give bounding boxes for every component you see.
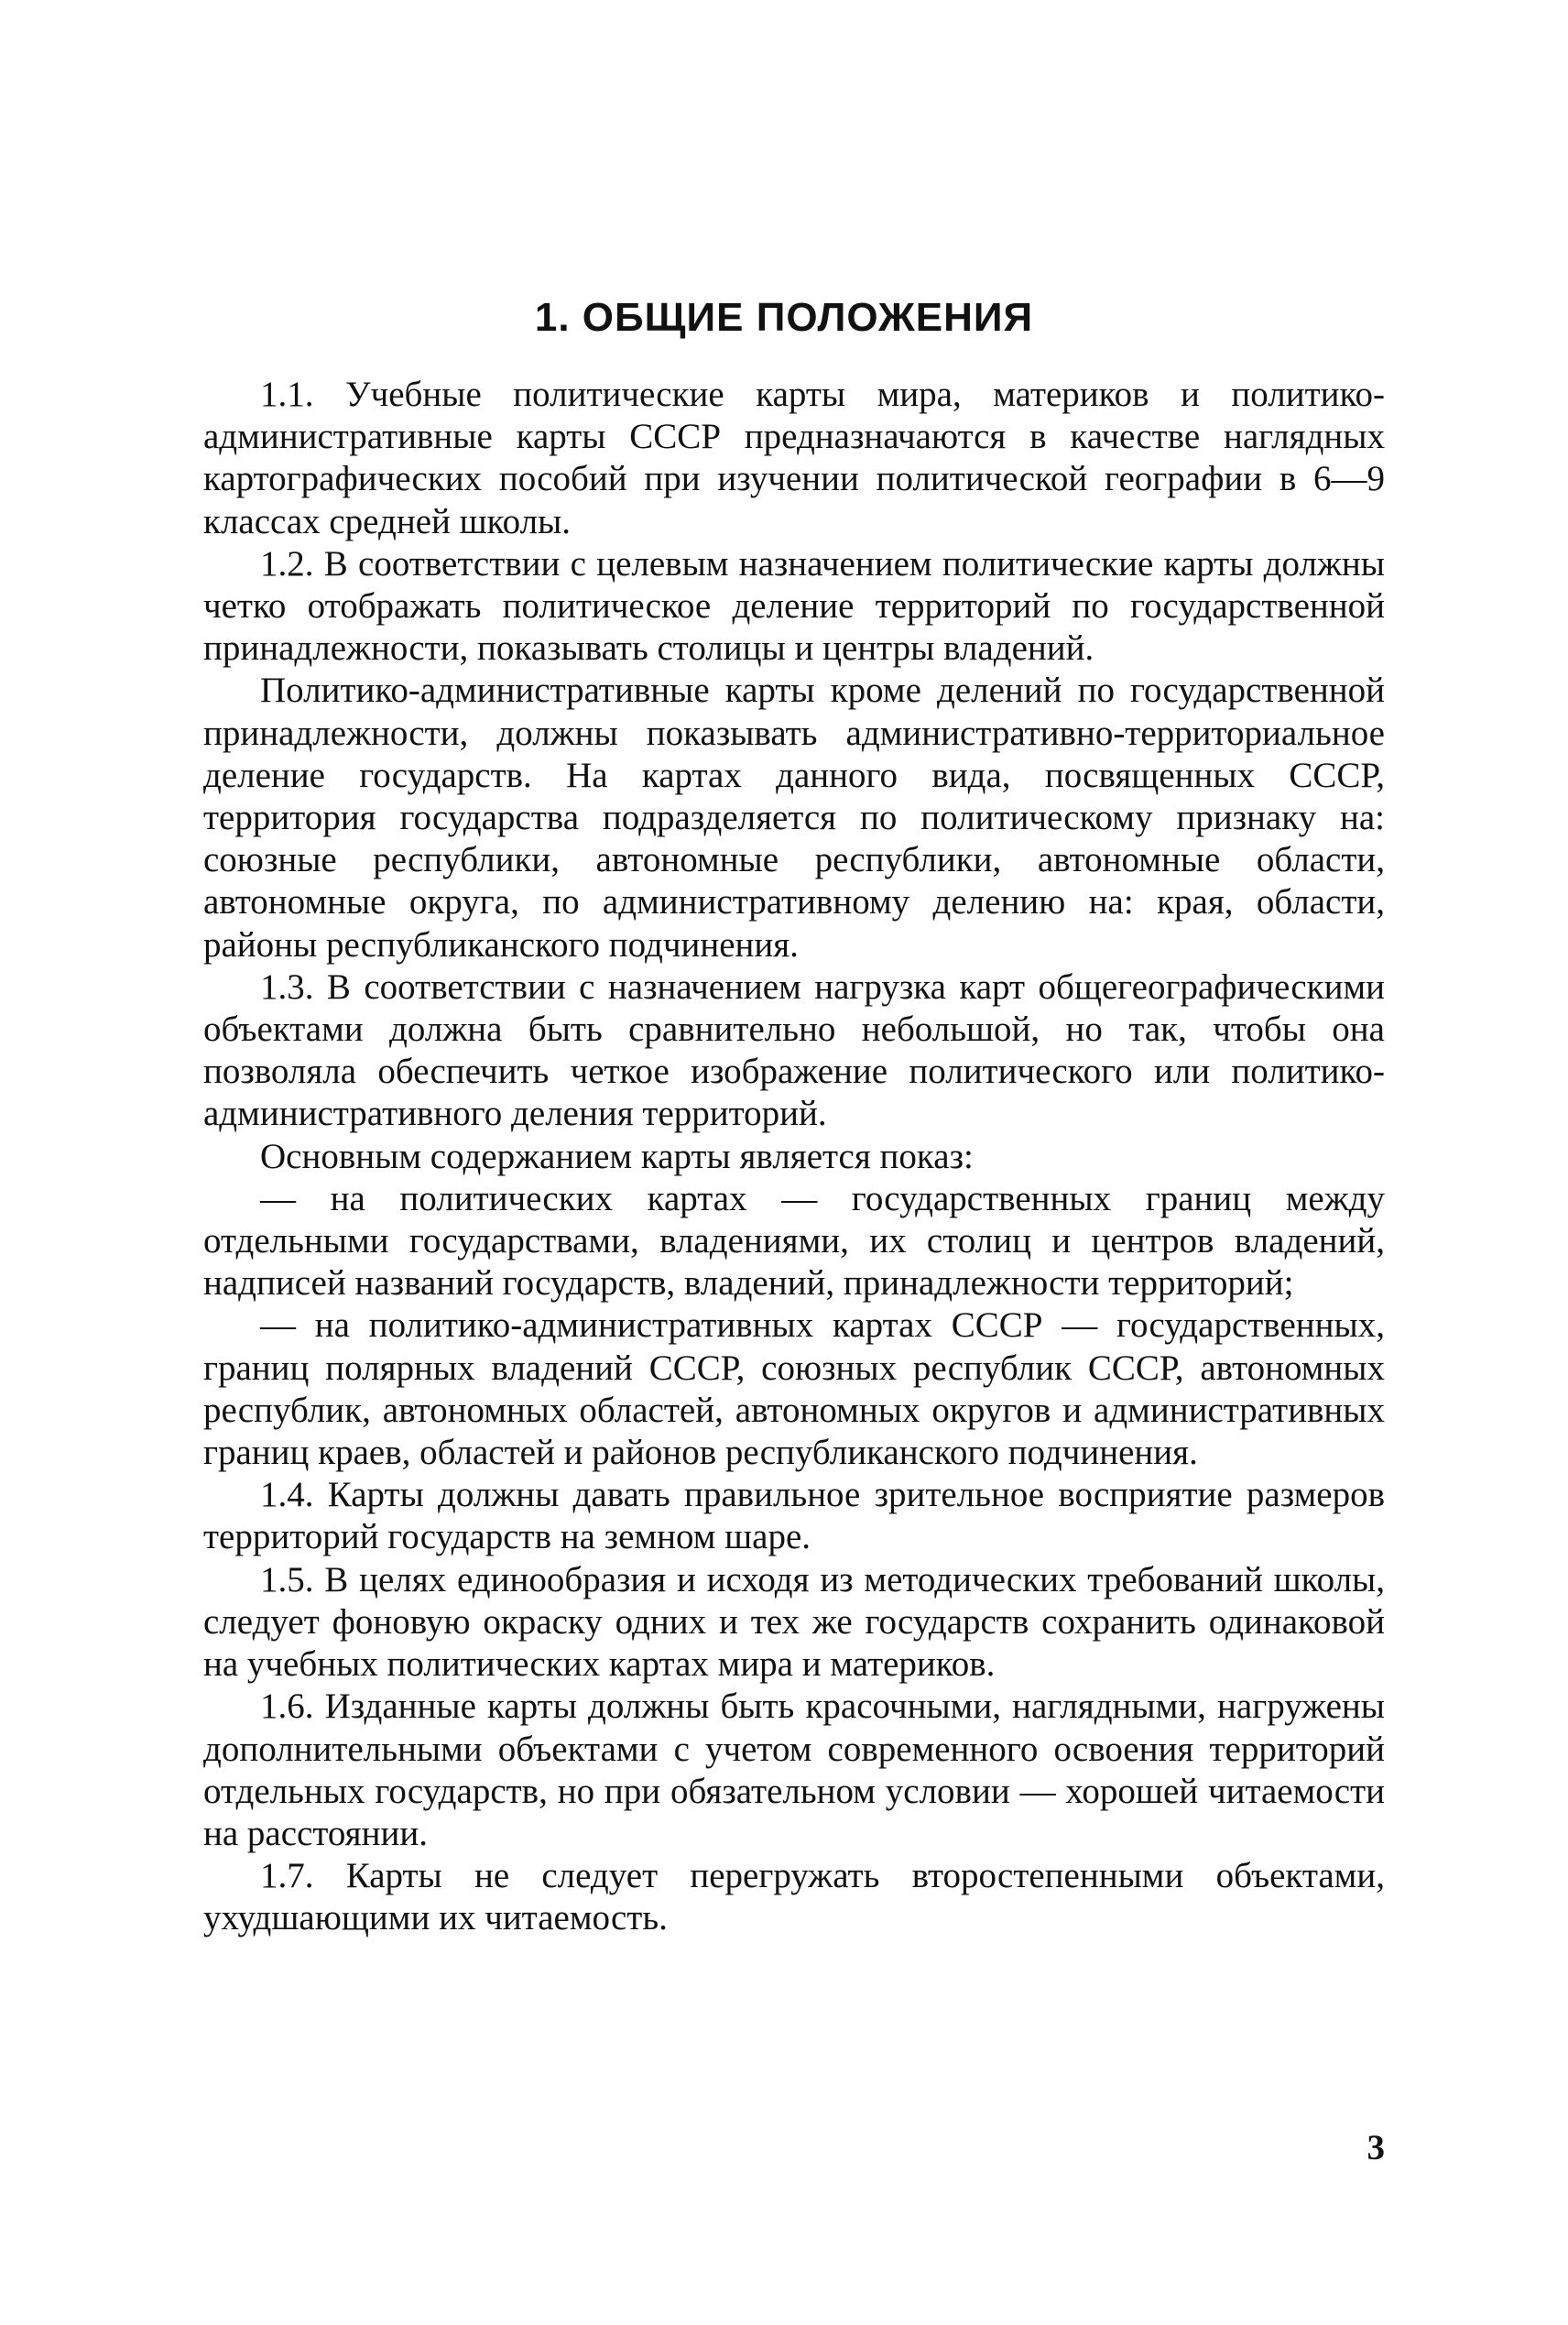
section-title: 1. ОБЩИЕ ПОЛОЖЕНИЯ — [534, 295, 1034, 340]
paragraph-1-7: 1.7. Карты не следует перегружать второстепенными объектами, ухудшающими их читаемость. — [203, 1856, 1385, 1938]
paragraph-1-3: 1.3. В соответствии с назначением нагрузка карт общегеографическими объектами должна быть сравнительно небольшой, но так, чтобы она позволяла обеспечить четкое изображение политического или политико-административного деления территорий. — [203, 966, 1385, 1134]
page-number: 3 — [1367, 2128, 1385, 2167]
paragraph-1-5: 1.5. В целях единообразия и исходя из методических требований школы, следует фоновую окраску одних и тех же государств сохранить одинаковой на учебных политических картах мира и материков. — [203, 1559, 1385, 1685]
paragraph-main-content: Основным содержанием карты является показ: — [260, 1136, 974, 1176]
paragraph-political-maps-item: — на политических картах — государственных границ между отдельными государствами, владениями, их столиц и центров владений, надписей названий государств, владений, принадлежности территорий; — [203, 1178, 1385, 1304]
paragraph-administrative-maps-item: — на политико-административных картах СССР — государственных, границ полярных владений СССР, союзных республик СССР, автономных республик, автономных областей, автономных округов и административных границ краев, областей и районов республиканского подчинения. — [203, 1305, 1385, 1473]
paragraph-1-1: 1.1. Учебные политические карты мира, материков и политико-административные карты СССР предназначаются в качестве наглядных картографических пособий при изучении политической географии в 6—9 классах средней школы. — [203, 375, 1385, 541]
paragraph-1-2: 1.2. В соответствии с целевым назначением политические карты должны четко отображать политическое деление территорий по государственной принадлежности, показывать столицы и центры владений. — [203, 543, 1385, 669]
paragraph-1-6: 1.6. Изданные карты должны быть красочными, наглядными, нагружены дополнительными объектами с учетом современного освоения территорий отдельных государств, но при обязательном условии — хорошей читаемости на расстоянии. — [203, 1686, 1385, 1853]
paragraph-1-4: 1.4. Карты должны давать правильное зрительное восприятие размеров территорий государств на земном шаре. — [203, 1475, 1385, 1557]
body-text — [203, 374, 1385, 1940]
paragraph-administrative-maps: Политико-административные карты кроме делений по государственной принадлежности, должны показывать административно-территориальное деление государств. На картах данного вида, посвященных СССР, территория государства подразделяется по политическому признаку на: союзные республики, автономные республики, автономные области, автономные округа, по административному делению на: края, области, районы республиканского подчинения. — [203, 671, 1385, 965]
